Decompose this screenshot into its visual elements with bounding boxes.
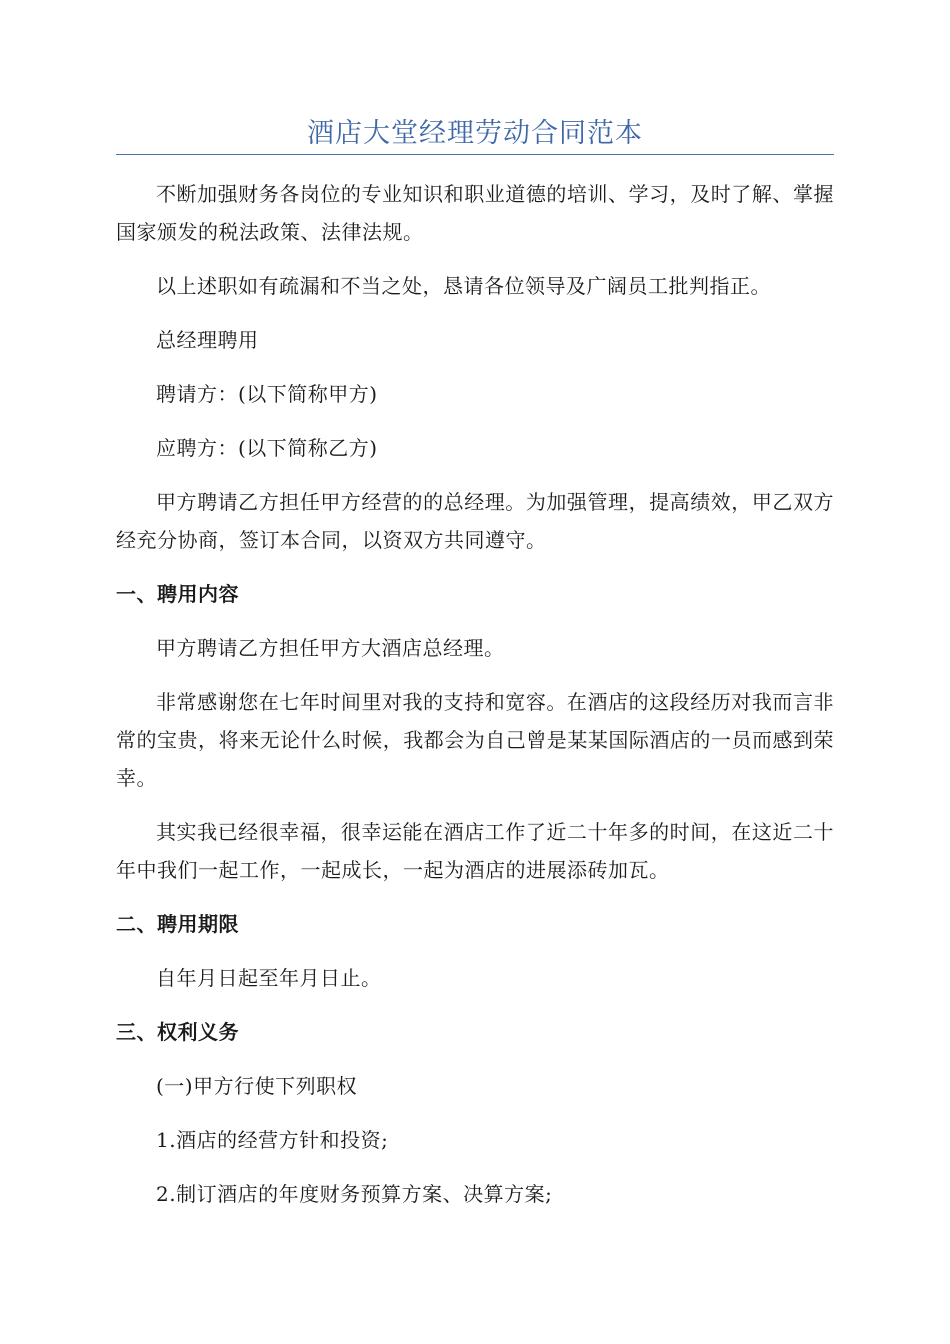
document-body: [116, 175, 834, 1229]
paragraph: (一)甲方行使下列职权: [156, 1074, 358, 1098]
title-underline: [116, 154, 834, 155]
paragraph: 非常感谢您在七年时间里对我的支持和宽容。在酒店的这段经历对我而言非常的宝贵，将来无论什么时候，我都会为自己曾是某某国际酒店的一员而感到荣幸。: [116, 690, 834, 790]
paragraph: 甲方聘请乙方担任甲方经营的的总经理。为加强管理，提高绩效，甲乙双方经充分协商，签订本合同，以资双方共同遵守。: [116, 490, 834, 552]
paragraph: 不断加强财务各岗位的专业知识和职业道德的培训、学习，及时了解、掌握国家颁发的税法政策、法律法规。: [116, 182, 834, 244]
paragraph: 2.制订酒店的年度财务预算方案、决算方案;: [156, 1182, 553, 1206]
paragraph: 总经理聘用: [156, 328, 259, 352]
paragraph: 以上述职如有疏漏和不当之处，恳请各位领导及广阔员工批判指正。: [156, 274, 771, 298]
paragraph: 1.酒店的经营方针和投资;: [156, 1128, 389, 1152]
paragraph: 自年月日起至年月日止。: [156, 966, 382, 990]
paragraph: 其实我已经很幸福，很幸运能在酒店工作了近二十年多的时间，在这近二十年中我们一起工作，一起成长，一起为酒店的进展添砖加瓦。: [116, 820, 834, 882]
section-heading: 三、权利义务: [116, 1020, 239, 1044]
paragraph: 甲方聘请乙方担任甲方大酒店总经理。: [156, 636, 505, 660]
section-heading: 二、聘用期限: [116, 912, 239, 936]
document-title: 酒店大堂经理劳动合同范本: [307, 118, 643, 149]
section-heading: 一、聘用内容: [116, 582, 239, 606]
paragraph: 应聘方：(以下简称乙方): [156, 436, 378, 460]
paragraph: 聘请方：(以下简称甲方): [156, 382, 378, 406]
